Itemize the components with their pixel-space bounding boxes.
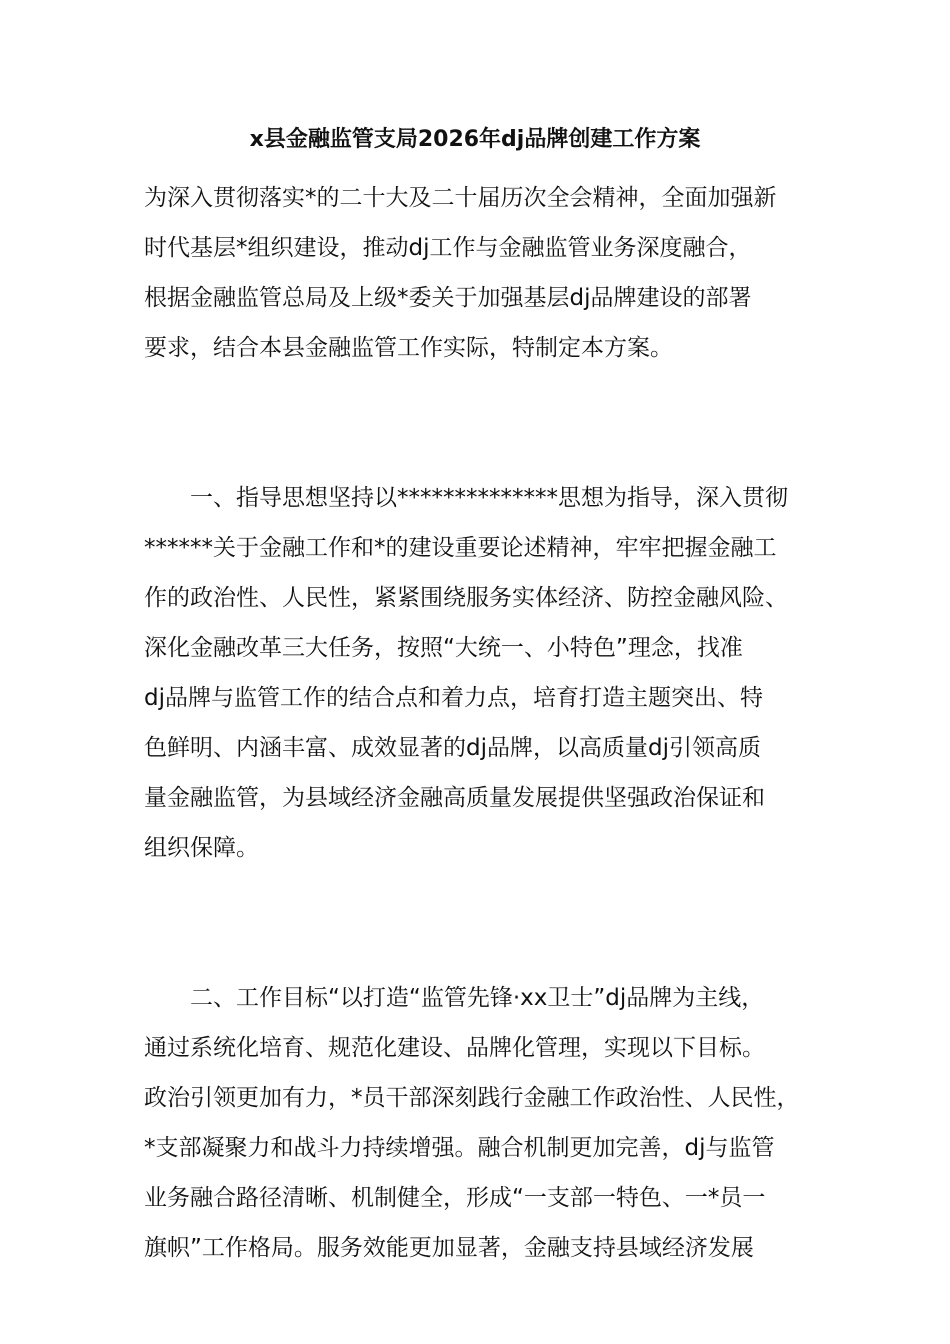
paragraph-gap <box>144 873 834 923</box>
section1-line: 色鲜明、内涵丰富、成效显著的dj品牌，以高质量dj引领高质 <box>144 735 761 761</box>
section1-heading-line: 一、指导思想坚持以**************思想为指导，深入贯彻 <box>190 485 788 511</box>
paragraph-gap <box>144 923 834 973</box>
section1-line: ******关于金融工作和*的建设重要论述精神，牢牢把握金融工 <box>144 535 777 561</box>
intro-line: 要求，结合本县金融监管工作实际，特制定本方案。 <box>144 335 673 361</box>
section1-line: 深化金融改革三大任务，按照“大统一、小特色”理念，找准 <box>144 635 743 661</box>
document-title: x县金融监管支局2026年dj品牌创建工作方案 <box>249 127 701 152</box>
section1-line: 组织保障。 <box>144 835 259 861</box>
section2-line: 旗帜”工作格局。服务效能更加显著，金融支持县域经济发展 <box>144 1235 754 1261</box>
section2-line: *支部凝聚力和战斗力持续增强。融合机制更加完善，dj与监管 <box>144 1135 775 1161</box>
section2-line: 通过系统化培育、规范化建设、品牌化管理，实现以下目标。 <box>144 1035 765 1061</box>
document-body <box>144 173 834 1273</box>
paragraph-gap <box>144 373 834 423</box>
section1-line: 作的政治性、人民性，紧紧围绕服务实体经济、防控金融风险、 <box>144 585 788 611</box>
section1-line: 量金融监管，为县域经济金融高质量发展提供坚强政治保证和 <box>144 785 765 811</box>
section1-line: dj品牌与监管工作的结合点和着力点，培育打造主题突出、特 <box>144 685 763 711</box>
intro-line: 时代基层*组织建设，推动dj工作与金融监管业务深度融合， <box>144 235 752 261</box>
section2-line: 业务融合路径清晰、机制健全，形成“一支部一特色、一*员一 <box>144 1185 766 1211</box>
intro-line: 为深入贯彻落实*的二十大及二十届历次全会精神，全面加强新 <box>144 185 777 211</box>
paragraph-gap <box>144 423 834 473</box>
intro-line: 根据金融监管总局及上级*委关于加强基层dj品牌建设的部署 <box>144 285 752 311</box>
section2-line: 政治引领更加有力，*员干部深刻践行金融工作政治性、人民性， <box>144 1085 800 1111</box>
section2-heading-line: 二、工作目标“以打造“监管先锋·xx卫士”dj品牌为主线， <box>190 985 765 1011</box>
